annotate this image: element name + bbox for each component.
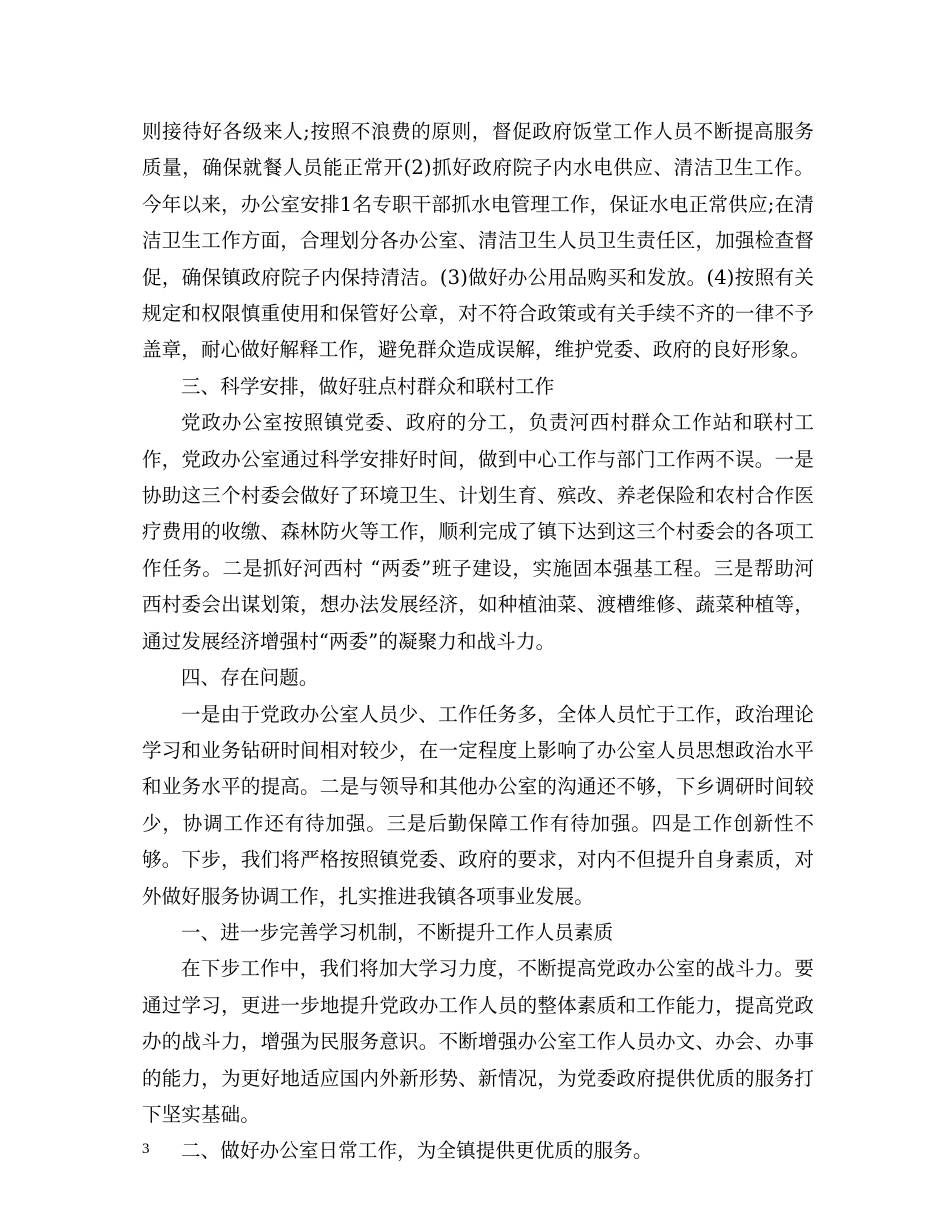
section-heading-4: 四、存在问题。 <box>181 666 319 690</box>
paragraph-village-work: 党政办公室按照镇党委、政府的分工，负责河西村群众工作站和联村工作，党政办公室通过科学安排好时间，做到中心工作与部门工作两不误。一是协助这三个村委会做好了环境卫生、计划生育、殡改、养老保险和农村合作医疗费用的收缴、森林防火等工作，顺利完成了镇下达到这三个村委会的各项工作任务。二是抓好河西村 “两委”班子建设，实施固本强基工程。三是帮助河西村委会出谋划策，想办法发展经济，如种植油菜、渡槽维修、蔬菜种植等，通过发展经济增强村“两委”的凝聚力和战斗力。 <box>142 411 814 653</box>
page-number: 3 <box>142 1141 150 1157</box>
section-heading-1: 一、进一步完善学习机制，不断提升工作人员素质 <box>181 920 614 944</box>
section-heading-2: 二、做好办公室日常工作，为全镇提供更优质的服务。 <box>181 1139 653 1163</box>
paragraph-problems: 一是由于党政办公室人员少、工作任务多，全体人员忙于工作，政治理论学习和业务钻研时间相对较少，在一定程度上影响了办公室人员思想政治水平和业务水平的提高。二是与领导和其他办公室的沟通还不够，下乡调研时间较少，协调工作还有待加强。三是后勤保障工作有待加强。四是工作创新性不够。下步，我们将严格按照镇党委、政府的要求，对内不但提升自身素质，对外做好服务协调工作，扎实推进我镇各项事业发展。 <box>142 702 814 908</box>
paragraph-study-plan: 在下步工作中，我们将加大学习力度，不断提高党政办公室的战斗力。要通过学习，更进一步地提升党政办工作人员的整体素质和工作能力，提高党政办的战斗力，增强为民服务意识。不断增强办公室工作人员办文、办会、办事的能力，为更好地适应国内外新形势、新情况，为党委政府提供优质的服务打下坚实基础。 <box>142 957 814 1126</box>
paragraph-continuation: 则接待好各级来人;按照不浪费的原则，督促政府饭堂工作人员不断提高服务质量，确保就餐人员能正常开(2)抓好政府院子内水电供应、清洁卫生工作。今年以来，办公室安排1名专职干部抓水电管理工作，保证水电正常供应;在清洁卫生工作方面，合理划分各办公室、清洁卫生人员卫生责任区，加强检查督促，确保镇政府院子内保持清洁。(3)做好办公用品购买和发放。(4)按照有关规定和权限慎重使用和保管好公章，对不符合政策或有关手续不齐的一律不予盖章，耐心做好解释工作，避免群众造成误解，维护党委、政府的良好形象。 <box>142 120 814 362</box>
document-body <box>142 114 814 1170</box>
section-heading-3: 三、科学安排，做好驻点村群众和联村工作 <box>181 374 555 398</box>
